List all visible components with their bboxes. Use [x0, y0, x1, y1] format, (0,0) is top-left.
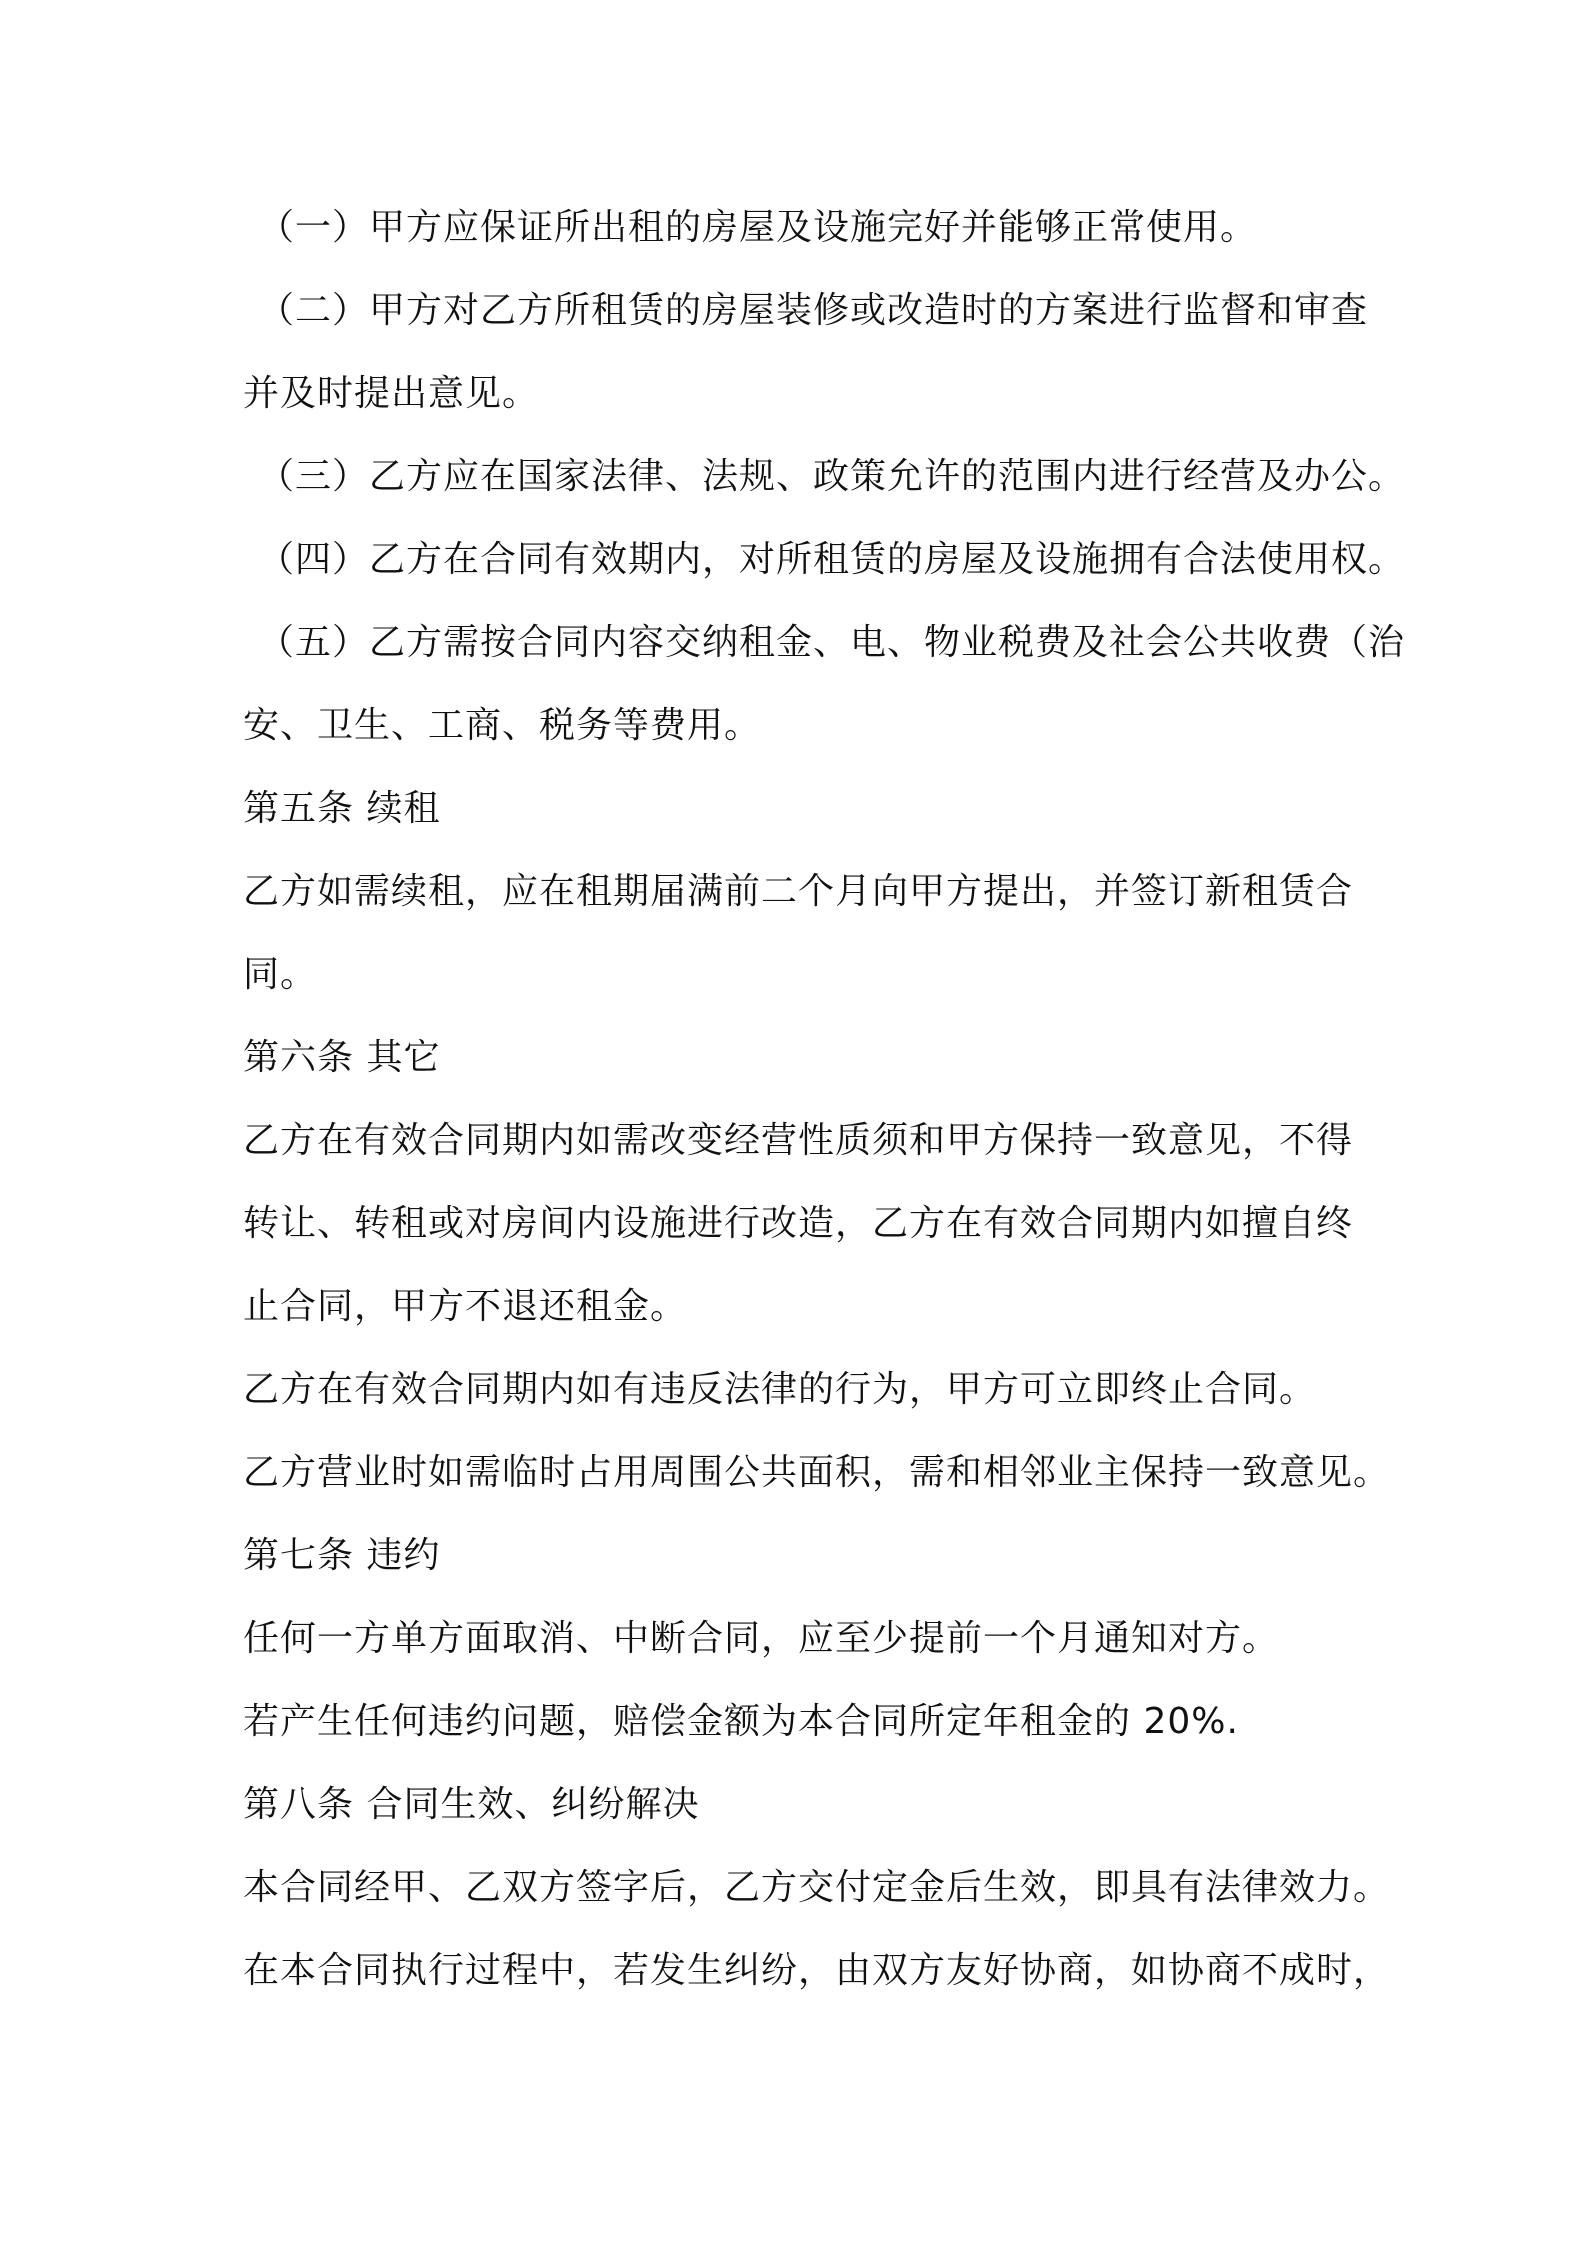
paragraph-line: 乙方在有效合同期内如有违反法律的行为，甲方可立即终止合同。 [243, 1369, 1317, 1410]
clause-item-3: （三）乙方应在国家法律、法规、政策允许的范围内进行经营及办公。 [258, 456, 1406, 497]
article-heading-8: 第八条 合同生效、纠纷解决 [243, 1784, 700, 1825]
paragraph-line: 在本合同执行过程中，若发生纠纷，由双方友好协商，如协商不成时， [243, 1950, 1391, 1991]
paragraph-line: 乙方营业时如需临时占用周围公共面积，需和相邻业主保持一致意见。 [243, 1452, 1391, 1493]
paragraph-line: 本合同经甲、乙双方签字后，乙方交付定金后生效，即具有法律效力。 [243, 1867, 1391, 1908]
clause-item-2-continued: 并及时提出意见。 [243, 373, 540, 414]
paragraph-line: 乙方如需续租，应在租期届满前二个月向甲方提出，并签订新租赁合 [243, 871, 1354, 912]
clause-item-4: （四）乙方在合同有效期内，对所租赁的房屋及设施拥有合法使用权。 [258, 539, 1406, 580]
paragraph-line: 乙方在有效合同期内如需改变经营性质须和甲方保持一致意见，不得 [243, 1120, 1354, 1161]
article-heading-7: 第七条 违约 [243, 1535, 441, 1576]
clause-item-5-continued: 安、卫生、工商、税务等费用。 [243, 705, 762, 746]
article-heading-5: 第五条 续租 [243, 788, 441, 829]
paragraph-line: 任何一方单方面取消、中断合同，应至少提前一个月通知对方。 [243, 1618, 1280, 1659]
clause-item-1: （一）甲方应保证所出租的房屋及设施完好并能够正常使用。 [258, 207, 1258, 248]
clause-item-5: （五）乙方需按合同内容交纳租金、电、物业税费及社会公共收费（治 [258, 622, 1406, 663]
paragraph-line: 转让、转租或对房间内设施进行改造，乙方在有效合同期内如擅自终 [243, 1203, 1354, 1244]
paragraph-line: 若产生任何违约问题，赔偿金额为本合同所定年租金的 20%. [243, 1701, 1239, 1742]
paragraph-line: 同。 [243, 954, 318, 995]
article-heading-6: 第六条 其它 [243, 1037, 441, 1078]
paragraph-line: 止合同，甲方不退还租金。 [243, 1286, 688, 1327]
clause-item-2: （二）甲方对乙方所租赁的房屋装修或改造时的方案进行监督和审查 [258, 290, 1369, 331]
